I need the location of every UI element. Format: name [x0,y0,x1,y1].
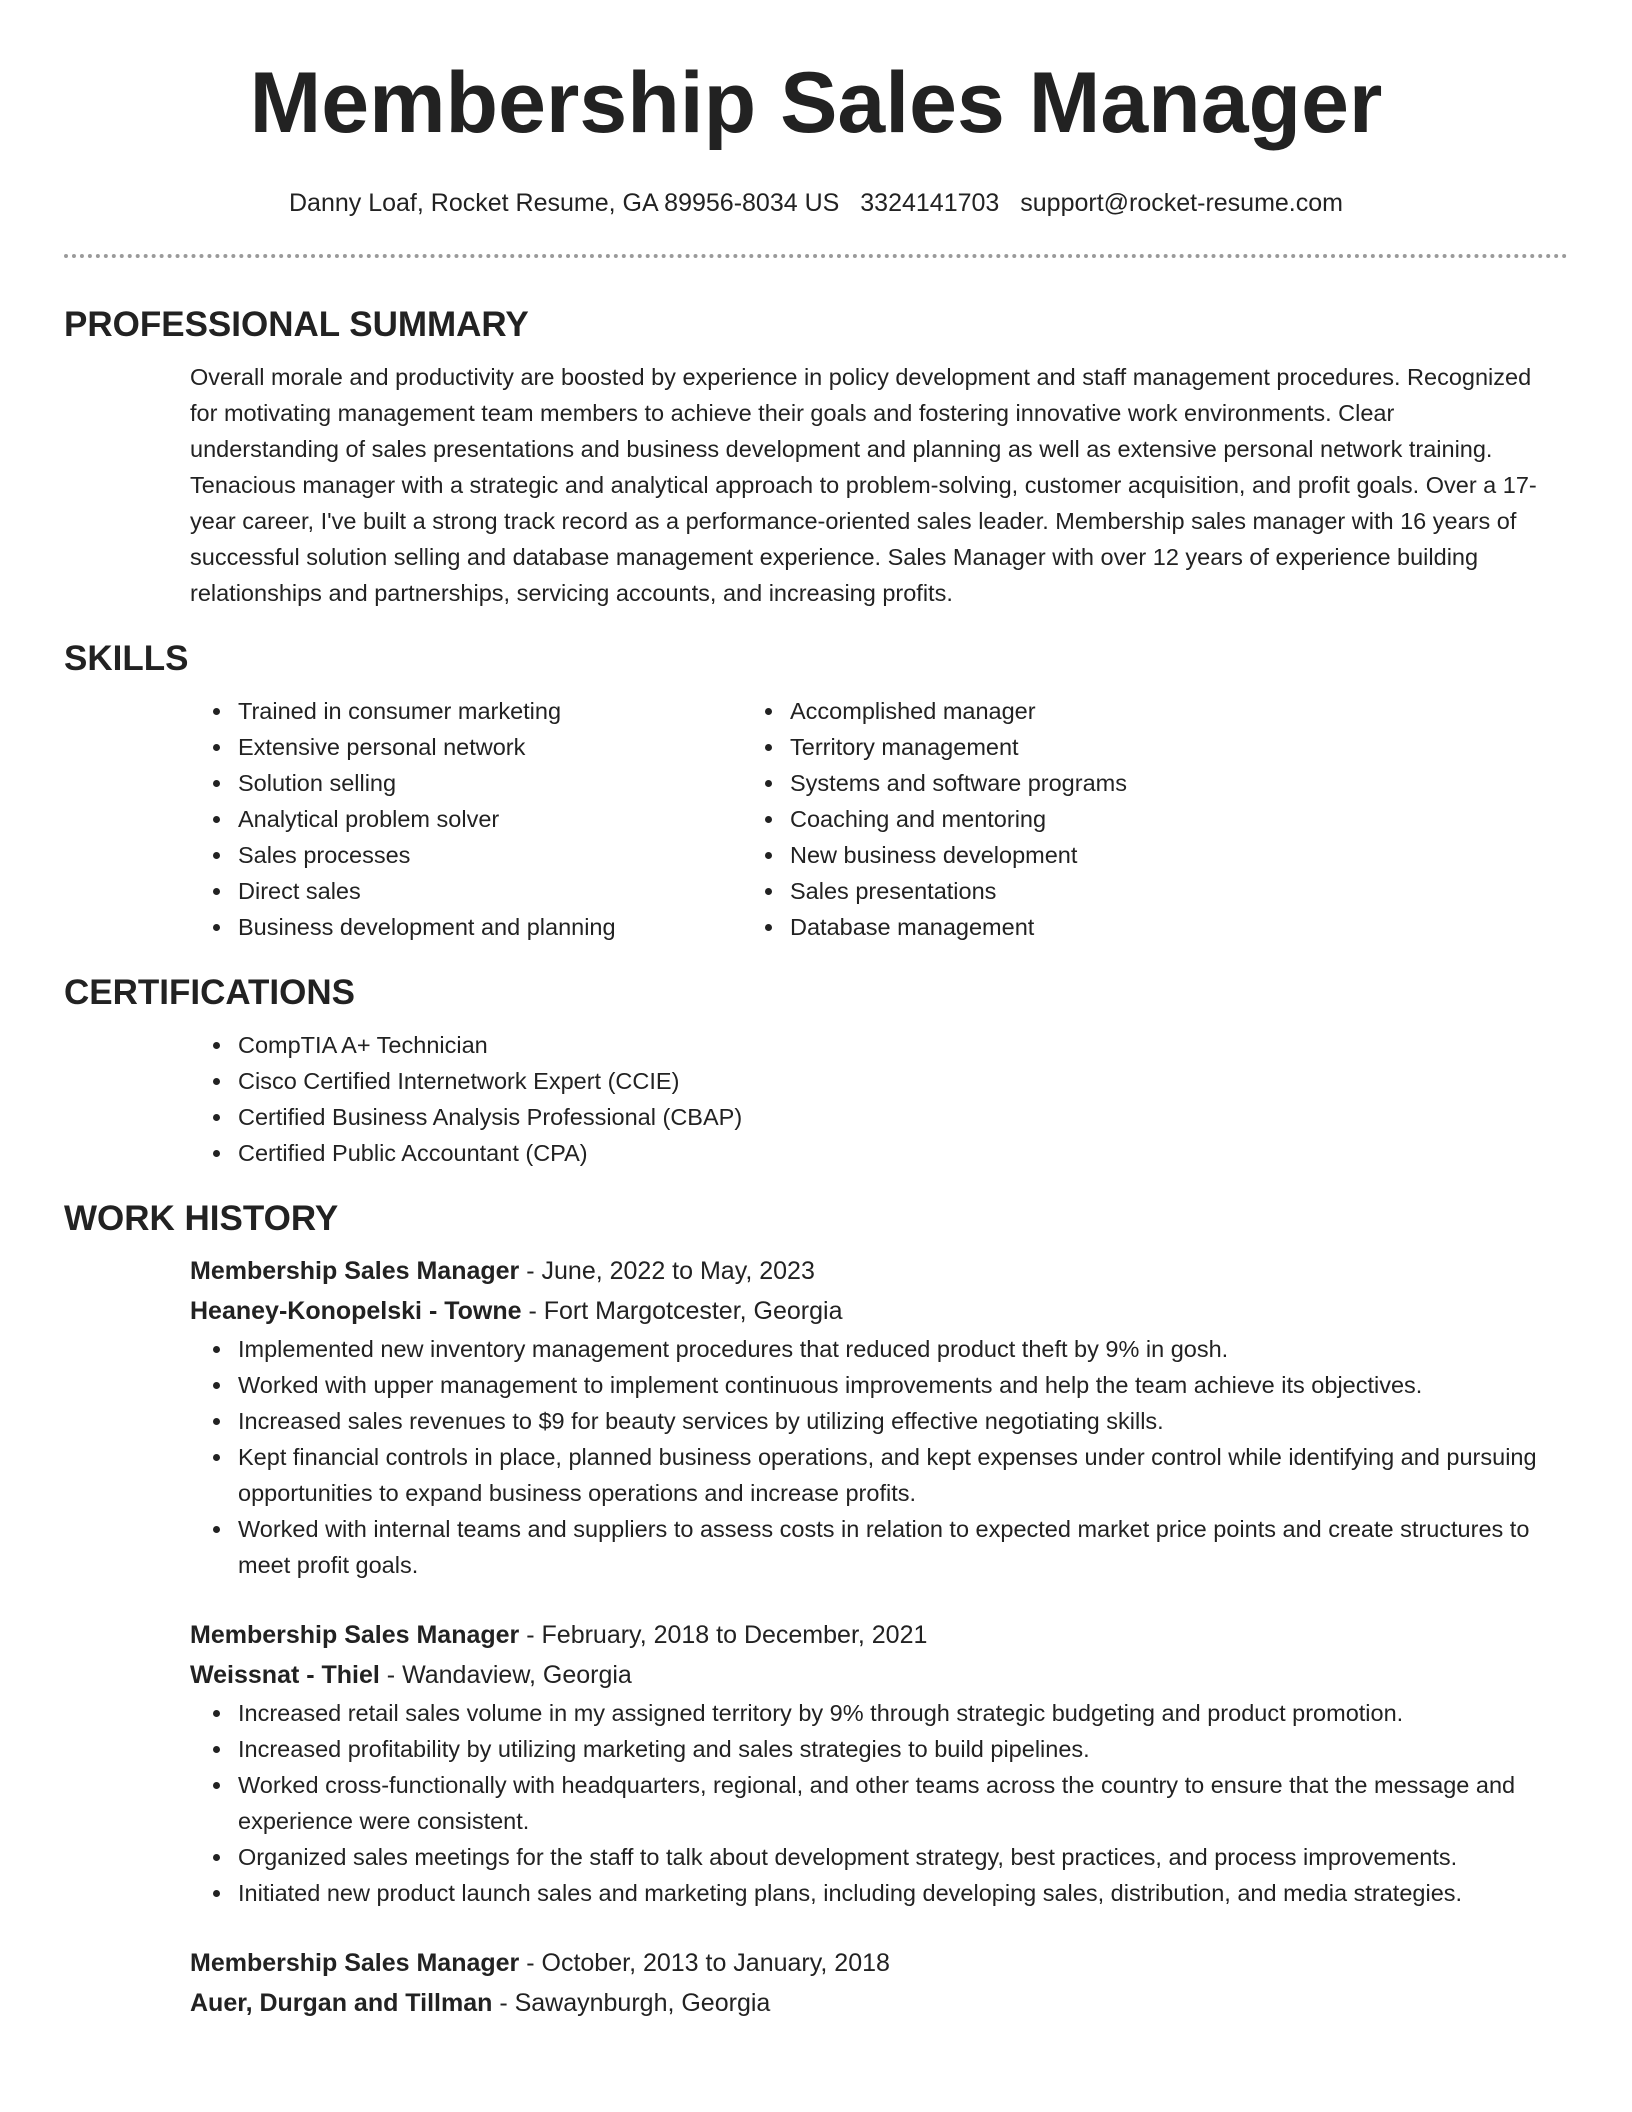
job-dates: - February, 2018 to December, 2021 [519,1621,928,1649]
summary-section [64,303,1568,611]
job-title-line [64,1251,1568,1291]
contact-email: support@rocket-resume.com [1020,189,1343,217]
skill-item: • Systems and software programs [786,765,1127,801]
job-bullet: • Increased sales revenues to $9 for beauty services by utilizing effective negotiating skills. [234,1403,1568,1439]
skill-item: • Database management [786,909,1127,945]
certification-item: • CompTIA A+ Technician [234,1027,1568,1063]
work-history-section [64,1197,1568,2023]
job-company: Weissnat - Thiel [190,1661,380,1689]
job-dates: - June, 2022 to May, 2023 [519,1257,815,1285]
job-bullet: • Initiated new product launch sales and marketing plans, including developing sales, distribution, and media strategies. [234,1875,1568,1911]
summary-text: Overall morale and productivity are boosted by experience in policy development and staff management procedures. Recognized for motivating management team members to achieve their goals and fostering innovative work environments. Clear understanding of sales presentations and business development and planning as well as extensive personal network training. Tenacious manager with a strategic and analytical approach to problem-solving, customer acquisition, and profit goals. Over a 17-year career, I've built a strong track record as a performance-oriented sales leader. Membership sales manager with 16 years of successful solution selling and database management experience. Sales Manager with over 12 years of experience building relationships and partnerships, servicing accounts, and increasing profits. [190,364,1537,606]
certification-item: • Certified Public Accountant (CPA) [234,1135,1568,1171]
skill-item: • Direct sales [234,873,742,909]
contact-address: Danny Loaf, Rocket Resume, GA 89956-8034 US [289,189,840,217]
skill-item: • New business development [786,837,1127,873]
job-company-line [64,1291,1568,1331]
job-bullets [64,1331,1568,1583]
skill-item: • Coaching and mentoring [786,801,1127,837]
skills-heading: SKILLS [64,639,189,678]
job-bullet: • Implemented new inventory management procedures that reduced product theft by 9% in gosh. [234,1331,1568,1367]
job-dates: - October, 2013 to January, 2018 [519,1949,890,1977]
skill-item: • Territory management [786,729,1127,765]
job-location: - Wandaview, Georgia [379,1661,632,1689]
skills-section [64,637,1568,945]
skills-column-left [64,693,742,945]
job-bullet: • Worked with upper management to implement continuous improvements and help the team achieve its objectives. [234,1367,1568,1403]
certifications-heading: CERTIFICATIONS [64,973,356,1012]
certifications-section [64,971,1568,1171]
skills-columns [64,693,1568,945]
summary-heading: PROFESSIONAL SUMMARY [64,305,529,344]
job-title: Membership Sales Manager [190,1621,520,1649]
job-company-line [64,1655,1568,1695]
resume-title: Membership Sales Manager [249,55,1383,151]
job-entry [64,1615,1568,1911]
skill-item: • Solution selling [234,765,742,801]
skill-item: • Sales presentations [786,873,1127,909]
job-entry [64,1251,1568,1583]
job-title: Membership Sales Manager [190,1949,520,1977]
job-entry [64,1943,1568,2023]
skill-item: • Sales processes [234,837,742,873]
job-bullet: • Organized sales meetings for the staff to talk about development strategy, best practices, and process improvements. [234,1839,1568,1875]
job-bullet: • Increased retail sales volume in my assigned territory by 9% through strategic budgeting and product promotion. [234,1695,1568,1731]
job-title-line [64,1943,1568,1983]
work-history-heading: WORK HISTORY [64,1199,339,1238]
skill-item: • Analytical problem solver [234,801,742,837]
job-bullet: • Worked with internal teams and suppliers to assess costs in relation to expected market price points and create structures to meet profit goals. [234,1511,1568,1583]
skill-item: • Extensive personal network [234,729,742,765]
certification-item: • Cisco Certified Internetwork Expert (CCIE) [234,1063,1568,1099]
job-location: - Sawaynburgh, Georgia [492,1989,771,2017]
job-company-line [64,1983,1568,2023]
job-bullet: • Increased profitability by utilizing marketing and sales strategies to build pipelines. [234,1731,1568,1767]
job-title: Membership Sales Manager [190,1257,520,1285]
contact-line [64,186,1568,220]
job-company: Heaney-Konopelski - Towne [190,1297,522,1325]
certification-item: • Certified Business Analysis Professional (CBAP) [234,1099,1568,1135]
job-location: - Fort Margotcester, Georgia [521,1297,843,1325]
job-bullet: • Kept financial controls in place, planned business operations, and kept expenses under control while identifying and pursuing opportunities to expand business operations and increase profits. [234,1439,1568,1511]
skill-item: • Trained in consumer marketing [234,693,742,729]
job-bullet: • Worked cross-functionally with headquarters, regional, and other teams across the country to ensure that the message and experience were consistent. [234,1767,1568,1839]
certifications-list [64,1027,1568,1171]
job-title-line [64,1615,1568,1655]
skill-item: • Accomplished manager [786,693,1127,729]
header-divider [64,254,1568,258]
skills-list-left [234,693,742,945]
skill-item: • Business development and planning [234,909,742,945]
job-company: Auer, Durgan and Tillman [190,1989,493,2017]
contact-phone: 3324141703 [860,189,1000,217]
job-bullets [64,1695,1568,1911]
skills-list-right [742,693,1127,945]
skills-column-right [742,693,1127,945]
jobs-container [64,1251,1568,2023]
